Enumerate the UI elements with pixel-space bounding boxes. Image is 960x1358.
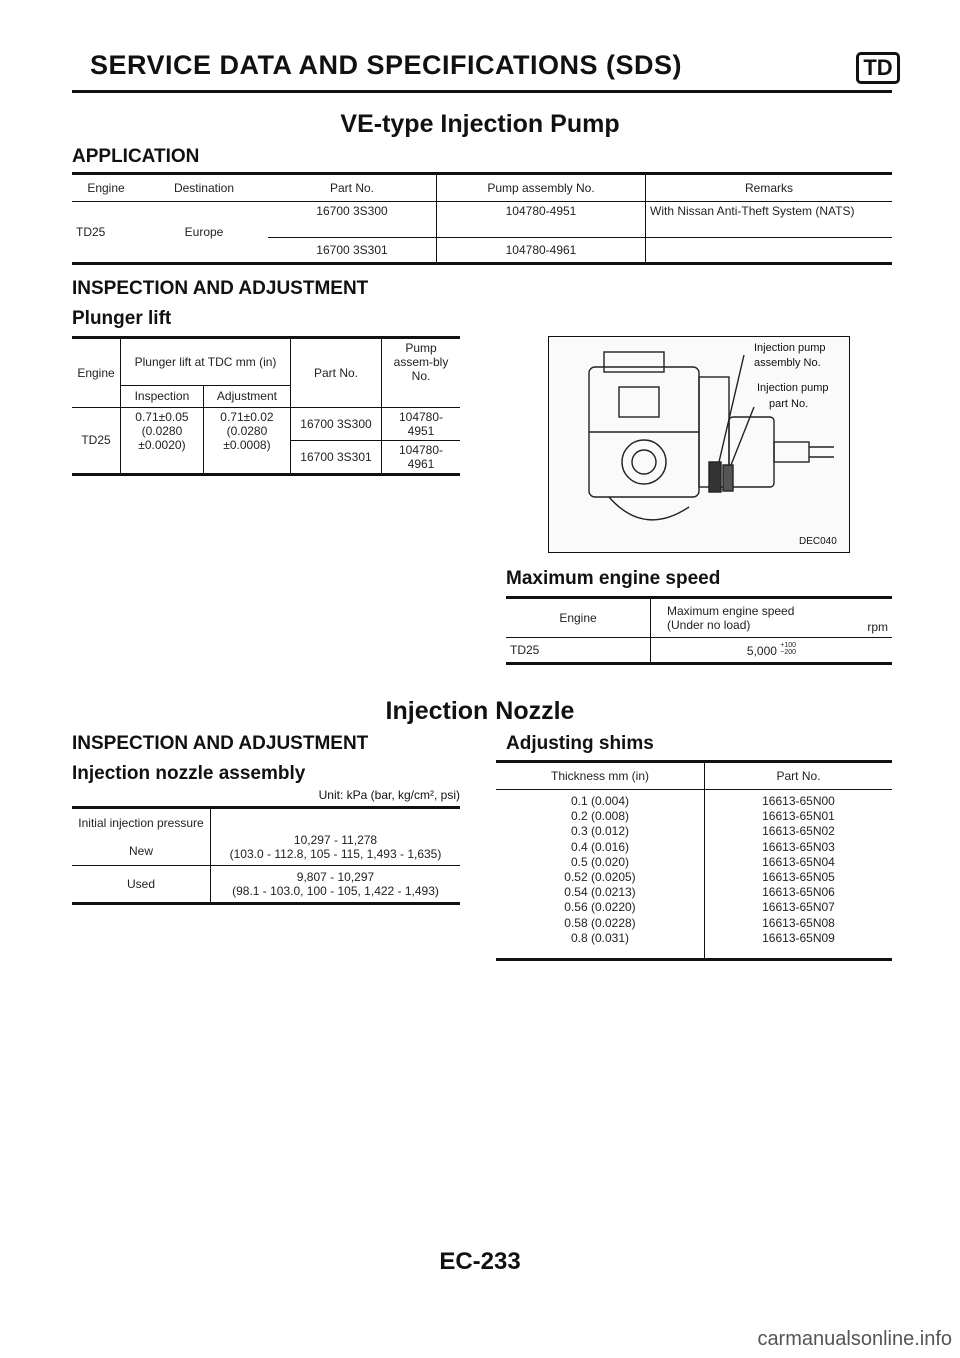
max-speed-engine: TD25: [506, 638, 651, 664]
plunger-inspection: 0.71±0.05 (0.0280 ±0.0020): [121, 407, 204, 474]
plunger-col-inspection: Inspection: [121, 385, 204, 407]
shims-col-part: Part No.: [705, 762, 893, 790]
nozzle-used-value: 9,807 - 10,297 (98.1 - 103.0, 100 - 105, 1,422 - 1,493): [232, 870, 439, 898]
plunger-pump-1: 104780-4951: [382, 407, 461, 440]
col-pump-assembly: Pump assembly No.: [437, 174, 646, 202]
max-speed-table: [506, 596, 892, 665]
list-item: 0.2 (0.008): [570, 809, 630, 824]
application-heading: APPLICATION: [72, 146, 200, 167]
application-pump-1: 104780-4951: [437, 202, 646, 238]
max-speed-unit: rpm: [867, 620, 888, 634]
adjusting-shims-table: [496, 760, 892, 961]
nozzle-assembly-heading: Injection nozzle assembly: [72, 763, 306, 784]
nozzle-pressure-table: [72, 806, 460, 905]
list-item: 16613-65N01: [762, 809, 835, 824]
col-destination: Destination: [140, 174, 268, 202]
figure-label-part-1: Injection pump: [757, 382, 829, 394]
application-pump-2: 104780-4961: [437, 238, 646, 264]
max-speed-col-speed: Maximum engine speed (Under no load) rpm: [651, 598, 893, 638]
nozzle-unit-note: Unit: kPa (bar, kg/cm², psi): [318, 788, 460, 802]
list-item: 16613-65N02: [762, 824, 835, 839]
figure-label-part-2: part No.: [769, 398, 809, 410]
injection-pump-illustration: [549, 337, 849, 552]
list-item: 16613-65N05: [762, 870, 835, 885]
figure-code: DEC040: [799, 536, 837, 547]
plunger-part-2: 16700 3S301: [291, 440, 382, 474]
page-header-title: SERVICE DATA AND SPECIFICATIONS (SDS): [90, 50, 683, 80]
inspection-heading-pump: INSPECTION AND ADJUSTMENT: [72, 278, 369, 299]
plunger-part-1: 16700 3S300: [291, 407, 382, 440]
list-item: 16613-65N06: [762, 885, 835, 900]
section-title-nozzle: Injection Nozzle: [385, 697, 575, 725]
max-speed-heading: Maximum engine speed: [506, 568, 721, 589]
list-item: 16613-65N04: [762, 854, 835, 869]
application-destination: Europe: [184, 225, 224, 239]
nozzle-new-value: 10,297 - 11,278 (103.0 - 112.8, 105 - 115, 1,493 - 1,635): [211, 808, 461, 866]
header-rule: [72, 90, 892, 93]
nozzle-new-label: Initial injection pressure New: [72, 808, 211, 866]
list-item: 16613-65N03: [762, 839, 835, 854]
page-number: EC-233: [439, 1248, 521, 1275]
shims-part-list: [705, 790, 893, 960]
list-item: 0.8 (0.031): [570, 930, 630, 945]
list-item: 16613-65N07: [762, 900, 835, 915]
nozzle-used-label: Used: [72, 866, 211, 904]
adjusting-shims-heading: Adjusting shims: [506, 733, 654, 754]
injection-pump-figure: [548, 336, 850, 553]
max-speed-value: 5,000 $^{+100 -200}$: [746, 642, 797, 658]
col-part-no: Part No.: [268, 174, 437, 202]
plunger-lift-table: [72, 336, 460, 476]
plunger-engine: TD25: [72, 407, 121, 474]
figure-label-assembly-2: assembly No.: [754, 357, 821, 369]
plunger-col-engine: Engine: [72, 338, 121, 408]
application-part-2: 16700 3S301: [268, 238, 437, 264]
max-speed-col-engine: Engine: [506, 598, 651, 638]
watermark: carmanualsonline.info: [757, 1328, 952, 1350]
application-remarks-1: With Nissan Anti-Theft System (NATS): [646, 202, 893, 238]
col-engine: Engine: [72, 174, 140, 202]
plunger-col-part: Part No.: [291, 338, 382, 408]
figure-label-assembly-1: Injection pump: [754, 342, 826, 354]
application-part-1: 16700 3S300: [268, 202, 437, 238]
list-item: 0.5 (0.020): [570, 854, 630, 869]
plunger-lift-heading: Plunger lift: [72, 308, 172, 329]
list-item: 0.1 (0.004): [570, 794, 630, 808]
list-item: 16613-65N09: [762, 930, 835, 945]
list-item: 0.58 (0.0228): [564, 915, 636, 930]
list-item: 0.3 (0.012): [570, 824, 630, 839]
plunger-col-adjustment: Adjustment: [203, 385, 290, 407]
inspection-heading-nozzle: INSPECTION AND ADJUSTMENT: [72, 733, 369, 754]
list-item: 0.54 (0.0213): [564, 885, 636, 900]
application-engine: TD25: [76, 225, 106, 239]
plunger-pump-2: 104780-4961: [398, 442, 444, 471]
list-item: 16613-65N00: [762, 794, 835, 808]
list-item: 16613-65N08: [762, 915, 835, 930]
col-remarks: Remarks: [646, 174, 893, 202]
shims-col-thickness: Thickness mm (in): [496, 762, 705, 790]
list-item: 0.4 (0.016): [570, 839, 630, 854]
plunger-col-lift: Plunger lift at TDC mm (in): [121, 338, 291, 386]
section-title-pump: VE-type Injection Pump: [340, 110, 620, 138]
engine-badge: TD: [856, 52, 900, 84]
plunger-col-pump: Pump assem-bly No.: [393, 341, 449, 383]
application-table: [72, 172, 892, 265]
list-item: 0.52 (0.0205): [564, 870, 636, 885]
shims-thickness-list: [496, 790, 705, 960]
list-item: 0.56 (0.0220): [564, 900, 636, 915]
plunger-adjustment: 0.71±0.02 (0.0280 ±0.0008): [203, 407, 290, 474]
application-remarks-2: [646, 238, 893, 264]
